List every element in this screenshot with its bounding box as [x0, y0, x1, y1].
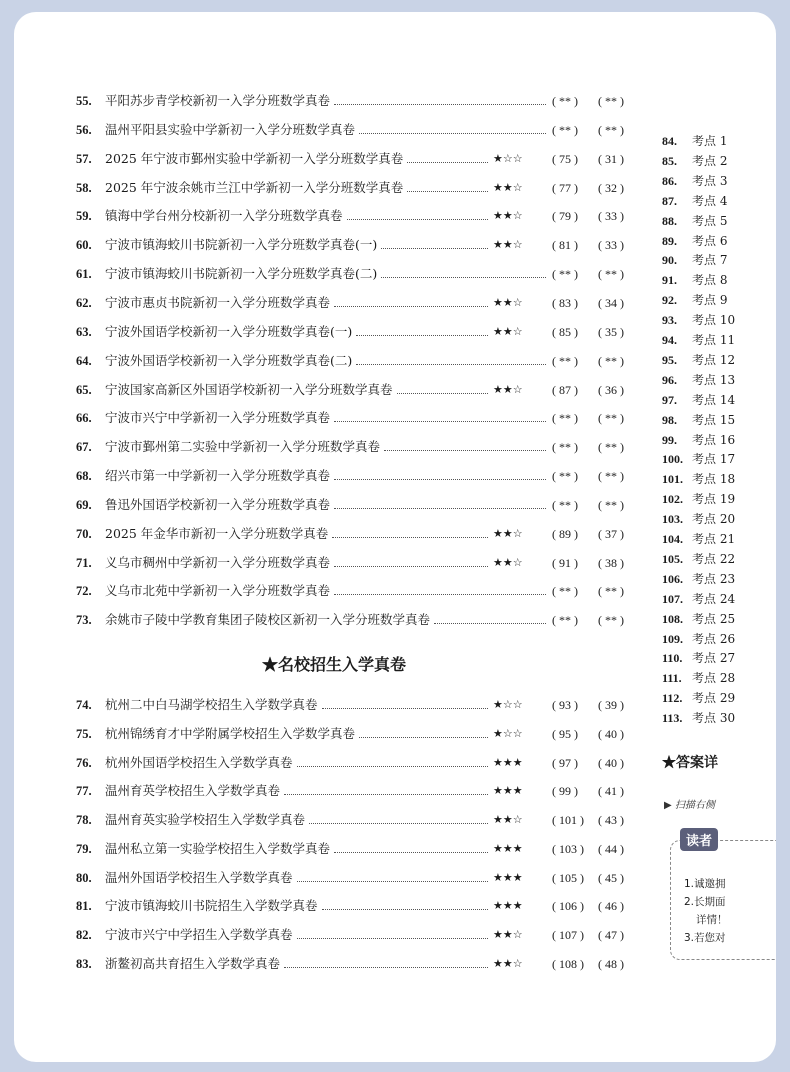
- leader-dots: [407, 161, 488, 163]
- answer-page: ( 33 ): [598, 209, 624, 224]
- entry-title: 义乌市稠州中学新初一入学分班数学真卷: [105, 554, 331, 570]
- side-entry-title: 考点 19: [692, 492, 736, 507]
- toc-entry: [76, 838, 642, 860]
- side-toc-entry: [662, 669, 735, 687]
- leader-dots: [284, 966, 488, 968]
- question-page: ( 106 ): [552, 899, 584, 914]
- side-toc-entry: [662, 649, 735, 667]
- entry-title: 浙鳌初高共育招生入学数学真卷: [105, 955, 281, 971]
- reader-notice-line: 3.若您对: [684, 932, 726, 944]
- entry-number: 56.: [76, 122, 92, 137]
- side-toc-entry: [662, 590, 735, 608]
- toc-entry: [76, 723, 642, 745]
- entry-title: 宁波市惠贞书院新初一入学分班数学真卷: [105, 294, 331, 310]
- section-heading: ★名校招生入学真卷: [261, 655, 406, 674]
- side-entry-number: 111.: [662, 671, 682, 686]
- side-entry-title: 考点 29: [692, 691, 736, 706]
- toc-entry: [76, 694, 642, 716]
- question-page: ( ** ): [552, 122, 578, 137]
- leader-dots: [356, 363, 546, 365]
- toc-entry: [76, 953, 642, 975]
- document-page: [14, 12, 776, 1062]
- side-toc-entry: [662, 431, 735, 449]
- entry-number: 60.: [76, 238, 92, 253]
- leader-dots: [397, 392, 488, 394]
- side-entry-title: 考点 8: [692, 273, 728, 288]
- question-page: ( ** ): [552, 584, 578, 599]
- entry-number: 69.: [76, 497, 92, 512]
- side-toc-entry: [662, 610, 735, 628]
- leader-dots: [384, 449, 546, 451]
- leader-dots: [334, 420, 546, 422]
- toc-entry: [76, 234, 642, 256]
- toc-main-column: [14, 12, 654, 1062]
- answer-page: ( ** ): [598, 613, 624, 628]
- side-entry-number: 99.: [662, 432, 677, 447]
- side-entry-number: 101.: [662, 472, 683, 487]
- side-entry-title: 考点 16: [692, 432, 736, 447]
- side-entry-title: 考点 18: [692, 472, 736, 487]
- side-entry-title: 考点 6: [692, 233, 728, 248]
- question-page: ( ** ): [552, 94, 578, 108]
- side-toc-entry: [662, 172, 727, 190]
- entry-number: 67.: [76, 440, 92, 455]
- answer-page: ( 45 ): [598, 870, 624, 885]
- side-toc-entry: [662, 212, 727, 230]
- entry-title: 宁波市鄞州第二实验中学新初一入学分班数学真卷: [105, 439, 381, 455]
- difficulty-stars: ★★☆: [493, 555, 523, 569]
- toc-entry: [76, 867, 642, 889]
- side-entry-number: 91.: [662, 273, 677, 288]
- answer-page: ( 35 ): [598, 324, 624, 339]
- toc-entry: [76, 177, 642, 199]
- leader-dots: [381, 276, 546, 278]
- question-page: ( 81 ): [552, 238, 578, 253]
- answer-page: ( 41 ): [598, 784, 624, 799]
- leader-dots: [359, 736, 488, 738]
- entry-number: 65.: [76, 382, 92, 397]
- side-entry-number: 104.: [662, 532, 683, 546]
- side-entry-title: 考点 28: [692, 671, 736, 686]
- side-entry-number: 88.: [662, 213, 677, 228]
- entry-number: 77.: [76, 784, 92, 799]
- side-entry-number: 86.: [662, 173, 677, 188]
- entry-title: 2025 年宁波余姚市兰江中学新初一入学分班数学真卷: [105, 179, 404, 195]
- leader-dots: [284, 793, 488, 795]
- answer-page: ( 32 ): [598, 180, 624, 195]
- side-entry-title: 考点 21: [692, 532, 736, 546]
- difficulty-stars: ★★★: [493, 899, 523, 913]
- answer-page: ( ** ): [598, 353, 624, 368]
- difficulty-stars: ★★☆: [493, 238, 523, 252]
- difficulty-stars: ★★☆: [493, 813, 523, 826]
- side-entry-number: 90.: [662, 253, 677, 268]
- toc-entry: [76, 292, 642, 314]
- answer-page: ( 37 ): [598, 526, 624, 541]
- difficulty-stars: ★★☆: [493, 324, 523, 338]
- answer-page: ( 39 ): [598, 698, 624, 712]
- answer-page: ( ** ): [598, 411, 624, 426]
- side-entry-number: 92.: [662, 293, 677, 308]
- entry-number: 74.: [76, 698, 92, 712]
- side-entry-number: 103.: [662, 512, 683, 527]
- toc-entry: [76, 350, 642, 372]
- entry-number: 83.: [76, 956, 92, 971]
- question-page: ( ** ): [552, 469, 578, 484]
- side-toc-entry: [662, 510, 735, 528]
- entry-title: 温州平阳县实验中学新初一入学分班数学真卷: [105, 121, 356, 137]
- entry-number: 59.: [76, 209, 92, 224]
- side-toc-entry: [662, 371, 735, 389]
- side-entry-title: 考点 22: [692, 551, 736, 566]
- side-toc-entry: [662, 630, 735, 648]
- side-entry-title: 考点 27: [692, 651, 736, 666]
- entry-title: 宁波市兴宁中学新初一入学分班数学真卷: [105, 410, 331, 426]
- entry-number: 57.: [76, 151, 92, 166]
- side-entry-number: 96.: [662, 372, 677, 387]
- toc-entry: [76, 379, 642, 401]
- side-entry-number: 84.: [662, 134, 677, 148]
- side-toc-entry: [662, 192, 727, 210]
- answer-page: ( 38 ): [598, 555, 624, 570]
- side-entry-number: 108.: [662, 611, 683, 626]
- entry-number: 62.: [76, 295, 92, 310]
- leader-dots: [334, 593, 546, 595]
- reader-notice-line: 1.诚邀拥: [684, 878, 726, 890]
- leader-dots: [334, 103, 546, 105]
- answer-page: ( 33 ): [598, 238, 624, 253]
- leader-dots: [297, 765, 488, 767]
- difficulty-stars: ★★☆: [493, 928, 523, 941]
- leader-dots: [334, 507, 546, 509]
- side-toc-entry: [662, 450, 735, 468]
- difficulty-stars: ★★★: [493, 755, 523, 769]
- leader-dots: [359, 132, 546, 134]
- difficulty-stars: ★★☆: [493, 295, 523, 309]
- toc-entry: [76, 780, 642, 802]
- difficulty-stars: ★★★: [493, 870, 523, 884]
- question-page: ( 79 ): [552, 209, 578, 224]
- entry-title: 温州外国语学校招生入学数学真卷: [105, 869, 293, 885]
- side-entry-number: 89.: [662, 233, 677, 248]
- entry-title: 镇海中学台州分校新初一入学分班数学真卷: [105, 208, 343, 224]
- side-toc-entry: [662, 311, 735, 329]
- entry-title: 余姚市子陵中学教育集团子陵校区新初一入学分班数学真卷: [105, 612, 431, 628]
- entry-title: 2025 年金华市新初一入学分班数学真卷: [105, 525, 329, 541]
- answer-page: ( 46 ): [598, 899, 624, 914]
- leader-dots: [334, 565, 488, 567]
- side-entry-title: 考点 17: [692, 452, 736, 467]
- toc-entry: [76, 609, 642, 631]
- entry-title: 宁波市兴宁中学招生入学数学真卷: [105, 927, 293, 942]
- entry-number: 75.: [76, 726, 92, 741]
- side-entry-title: 考点 26: [692, 631, 736, 646]
- side-toc-entry: [662, 709, 735, 727]
- difficulty-stars: ★☆☆: [493, 698, 523, 711]
- question-page: ( 97 ): [552, 755, 578, 770]
- question-page: ( ** ): [552, 411, 578, 426]
- toc-entry: [76, 465, 642, 487]
- entry-number: 71.: [76, 555, 92, 570]
- entry-title: 宁波市镇海蛟川书院招生入学数学真卷: [105, 898, 318, 914]
- side-entry-title: 考点 7: [692, 253, 728, 268]
- side-entry-number: 98.: [662, 412, 677, 427]
- side-toc-entry: [662, 331, 735, 349]
- question-page: ( 103 ): [552, 841, 584, 856]
- difficulty-stars: ★★★: [493, 841, 523, 855]
- entry-number: 61.: [76, 267, 92, 282]
- leader-dots: [334, 478, 546, 480]
- question-page: ( 89 ): [552, 526, 578, 541]
- side-entry-number: 85.: [662, 153, 677, 168]
- side-toc-entry: [662, 232, 727, 250]
- answer-page: ( 44 ): [598, 841, 624, 856]
- entry-title: 杭州外国语学校招生入学数学真卷: [105, 754, 293, 770]
- reader-notice-line: 详情！: [696, 914, 728, 926]
- question-page: ( 87 ): [552, 382, 578, 397]
- entry-title: 宁波市镇海蛟川书院新初一入学分班数学真卷(一): [105, 237, 378, 253]
- leader-dots: [322, 707, 488, 709]
- entry-title: 2025 年宁波市鄞州实验中学新初一入学分班数学真卷: [105, 150, 404, 166]
- toc-entry: [76, 523, 642, 545]
- entry-number: 79.: [76, 841, 92, 856]
- entry-title: 温州育英学校招生入学数学真卷: [105, 783, 281, 799]
- reader-notice-line: 2.长期面: [684, 896, 726, 908]
- leader-dots: [332, 536, 488, 538]
- question-page: ( 85 ): [552, 324, 578, 339]
- difficulty-stars: ★★★: [493, 784, 523, 798]
- answer-page: ( 34 ): [598, 295, 624, 310]
- answer-page: ( ** ): [598, 122, 624, 137]
- toc-entry: [76, 148, 642, 170]
- side-toc-entry: [662, 291, 727, 309]
- side-toc-entry: [662, 251, 727, 269]
- side-toc-entry: [662, 530, 735, 548]
- side-entry-title: 考点 3: [692, 173, 728, 188]
- entry-number: 68.: [76, 469, 92, 484]
- side-toc-entry: [662, 391, 735, 409]
- question-page: ( 99 ): [552, 784, 578, 799]
- side-toc-entry: [662, 570, 735, 588]
- question-page: ( ** ): [552, 613, 578, 628]
- scan-hint: ▶ 扫描右侧: [664, 800, 715, 811]
- leader-dots: [381, 247, 488, 249]
- leader-dots: [309, 822, 488, 824]
- side-entry-number: 110.: [662, 651, 683, 666]
- side-toc-entry: [662, 411, 735, 429]
- toc-entry: [76, 90, 642, 112]
- side-entry-number: 109.: [662, 631, 683, 646]
- answer-page: ( 43 ): [598, 813, 624, 827]
- side-entry-title: 考点 5: [692, 213, 728, 228]
- leader-dots: [334, 305, 488, 307]
- question-page: ( 75 ): [552, 151, 578, 166]
- side-toc-entry: [662, 550, 735, 568]
- toc-entry: [76, 552, 642, 574]
- difficulty-stars: ★★☆: [493, 209, 523, 223]
- toc-entry: [76, 119, 642, 141]
- difficulty-stars: ★★☆: [493, 180, 523, 194]
- answer-page: ( ** ): [598, 469, 624, 484]
- difficulty-stars: ★★☆: [493, 956, 523, 970]
- entry-number: 70.: [76, 526, 92, 541]
- answer-page: ( 36 ): [598, 382, 624, 397]
- side-entry-title: 考点 2: [692, 153, 728, 168]
- side-entry-number: 105.: [662, 551, 683, 566]
- side-entry-title: 考点 9: [692, 293, 728, 308]
- answer-page: ( ** ): [598, 267, 624, 282]
- side-entry-number: 100.: [662, 452, 683, 467]
- toc-entry: [76, 494, 642, 516]
- difficulty-stars: ★☆☆: [493, 726, 523, 740]
- side-entry-title: 考点 25: [692, 611, 736, 626]
- side-entry-title: 考点 20: [692, 512, 736, 527]
- leader-dots: [347, 218, 488, 220]
- side-entry-number: 97.: [662, 392, 677, 407]
- toc-entry: [76, 321, 642, 343]
- leader-dots: [434, 622, 546, 624]
- answer-page: ( ** ): [598, 440, 624, 455]
- side-entry-title: 考点 14: [692, 392, 736, 407]
- side-entry-number: 106.: [662, 571, 683, 586]
- side-entry-title: 考点 15: [692, 412, 736, 427]
- question-page: ( 95 ): [552, 726, 578, 741]
- entry-title: 宁波国家高新区外国语学校新初一入学分班数学真卷: [105, 381, 393, 397]
- side-toc-entry: [662, 152, 727, 170]
- answer-page: ( 40 ): [598, 726, 624, 741]
- toc-entry: [76, 205, 642, 227]
- question-page: ( 83 ): [552, 295, 578, 310]
- toc-entry: [76, 809, 642, 831]
- side-entry-title: 考点 30: [692, 711, 736, 726]
- entry-number: 66.: [76, 411, 92, 426]
- answer-page: ( ** ): [598, 497, 624, 512]
- question-page: ( 91 ): [552, 555, 578, 570]
- side-entry-number: 112.: [662, 691, 683, 706]
- side-entry-number: 102.: [662, 492, 683, 507]
- side-entry-number: 94.: [662, 333, 677, 347]
- answer-page: ( ** ): [598, 94, 624, 108]
- answer-page: ( 31 ): [598, 151, 624, 166]
- difficulty-stars: ★★☆: [493, 526, 523, 540]
- side-toc-entry: [662, 490, 735, 508]
- question-page: ( ** ): [552, 353, 578, 368]
- toc-entry: [76, 436, 642, 458]
- side-entry-title: 考点 13: [692, 372, 736, 387]
- entry-number: 72.: [76, 584, 92, 599]
- answer-page: ( ** ): [598, 584, 624, 599]
- entry-number: 73.: [76, 613, 92, 628]
- toc-entry: [76, 752, 642, 774]
- entry-number: 64.: [76, 353, 92, 368]
- side-toc-entry: [662, 351, 735, 369]
- side-entry-title: 考点 11: [692, 333, 736, 347]
- side-toc-entry: [662, 689, 735, 707]
- side-entry-number: 87.: [662, 193, 677, 208]
- toc-entry: [76, 924, 642, 946]
- entry-number: 81.: [76, 899, 92, 914]
- side-toc-entry: [662, 271, 727, 289]
- toc-entry: [76, 263, 642, 285]
- side-entry-number: 95.: [662, 352, 677, 367]
- toc-entry: [76, 407, 642, 429]
- entry-number: 63.: [76, 324, 92, 339]
- leader-dots: [407, 190, 488, 192]
- question-page: ( ** ): [552, 497, 578, 512]
- entry-title: 鲁迅外国语学校新初一入学分班数学真卷: [105, 496, 331, 512]
- entry-number: 80.: [76, 870, 92, 885]
- question-page: ( ** ): [552, 267, 578, 282]
- toc-entry: [76, 895, 642, 917]
- question-page: ( 108 ): [552, 956, 584, 971]
- entry-number: 76.: [76, 755, 92, 770]
- entry-number: 55.: [76, 94, 92, 108]
- question-page: ( 105 ): [552, 870, 584, 885]
- entry-title: 平阳苏步青学校新初一入学分班数学真卷: [105, 93, 331, 108]
- entry-title: 义乌市北苑中学新初一入学分班数学真卷: [105, 583, 331, 599]
- entry-title: 宁波外国语学校新初一入学分班数学真卷(二): [105, 352, 353, 368]
- side-entry-title: 考点 10: [692, 313, 736, 328]
- side-entry-number: 113.: [662, 711, 683, 726]
- side-toc-entry: [662, 470, 735, 488]
- entry-title: 杭州二中白马湖学校招生入学数学真卷: [105, 697, 318, 712]
- answer-section-heading: ★答案详: [662, 755, 718, 771]
- answer-page: ( 40 ): [598, 755, 624, 770]
- question-page: ( ** ): [552, 440, 578, 455]
- entry-title: 温州育英实验学校招生入学数学真卷: [105, 812, 306, 827]
- side-entry-number: 93.: [662, 313, 677, 328]
- side-entry-title: 考点 4: [692, 193, 728, 208]
- entry-title: 宁波外国语学校新初一入学分班数学真卷(一): [105, 323, 353, 339]
- side-toc-entry: [662, 132, 727, 150]
- leader-dots: [297, 937, 488, 939]
- leader-dots: [297, 880, 488, 882]
- side-entry-title: 考点 24: [692, 591, 736, 606]
- question-page: ( 77 ): [552, 180, 578, 195]
- entry-number: 78.: [76, 813, 92, 827]
- entry-title: 温州私立第一实验学校招生入学数学真卷: [105, 840, 331, 856]
- question-page: ( 101 ): [552, 813, 584, 827]
- leader-dots: [322, 908, 488, 910]
- question-page: ( 93 ): [552, 698, 578, 712]
- reader-notice-head: 读者: [680, 828, 718, 851]
- side-entry-number: 107.: [662, 591, 683, 606]
- entry-number: 58.: [76, 180, 92, 195]
- side-entry-title: 考点 23: [692, 571, 736, 586]
- answer-page: ( 48 ): [598, 956, 624, 971]
- leader-dots: [334, 851, 488, 853]
- toc-entry: [76, 580, 642, 602]
- entry-title: 杭州锦绣育才中学附属学校招生入学数学真卷: [105, 725, 356, 741]
- entry-title: 绍兴市第一中学新初一入学分班数学真卷: [105, 468, 331, 484]
- difficulty-stars: ★★☆: [493, 382, 523, 396]
- entry-number: 82.: [76, 928, 92, 942]
- side-entry-title: 考点 12: [692, 352, 736, 367]
- side-entry-title: 考点 1: [692, 134, 728, 148]
- leader-dots: [356, 334, 488, 336]
- question-page: ( 107 ): [552, 928, 584, 942]
- difficulty-stars: ★☆☆: [493, 151, 523, 165]
- toc-side-column: [654, 12, 776, 1062]
- answer-page: ( 47 ): [598, 928, 624, 942]
- entry-title: 宁波市镇海蛟川书院新初一入学分班数学真卷(二): [105, 266, 378, 282]
